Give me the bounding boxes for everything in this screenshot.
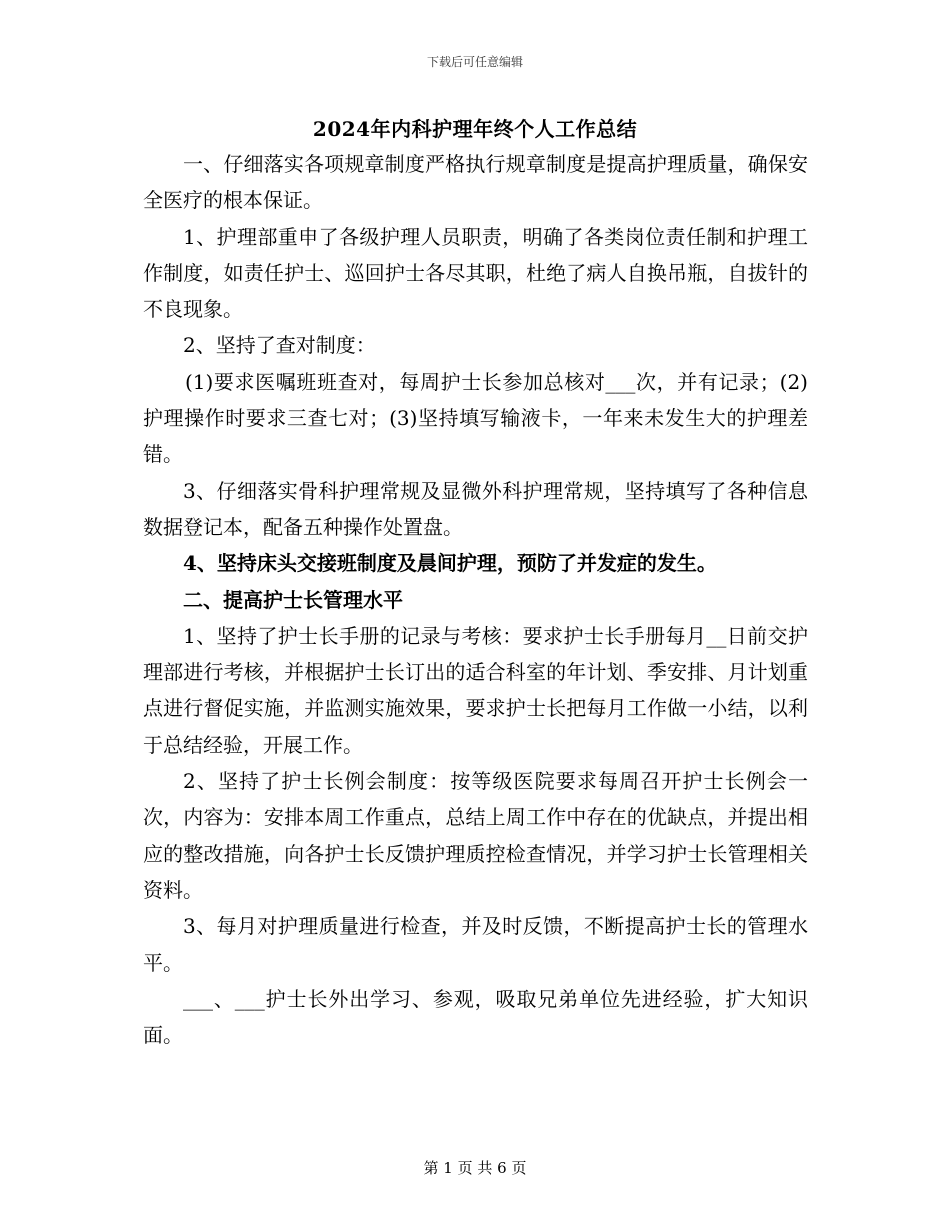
paragraph-2-2: 2、坚持了护士长例会制度：按等级医院要求每周召开护士长例会一次，内容为：安排本周工作重点，总结上周工作中存在的优缺点，并提出相应的整改措施，向各护士长反馈护理质控检查情况，并学习护士长管理相关资料。 (143, 769, 808, 902)
paragraph-1-4: 4、坚持床头交接班制度及晨间护理，预防了并发症的发生。 (183, 551, 717, 576)
section-heading-1: 一、仔细落实各项规章制度严格执行规章制度是提高护理质量，确保安全医疗的根本保证。 (143, 152, 808, 213)
paragraph-1-2: 2、坚持了查对制度： (183, 333, 376, 358)
paragraph-2-1: 1、坚持了护士长手册的记录与考核：要求护士长手册每月__日前交护理部进行考核，并根据护士长订出的适合科室的年计划、季安排、月计划重点进行督促实施，并监测实施效果，要求护士长把每月工作做一小结，以利于总结经验，开展工作。 (143, 623, 808, 757)
paragraph-1-1: 1、护理部重申了各级护理人员职责，明确了各类岗位责任制和护理工作制度，如责任护士、巡回护士各尽其职，杜绝了病人自换吊瓶，自拔针的不良现象。 (143, 224, 808, 322)
paragraph-2-4: ___、___护士长外出学习、参观，吸取兄弟单位先进经验，扩大知识面。 (143, 986, 808, 1048)
document-title: 2024年内科护理年终个人工作总结 (312, 117, 638, 141)
document-body (143, 146, 808, 1053)
section-heading-2: 二、提高护士长管理水平 (183, 587, 403, 612)
paragraph-1-2-items: (1)要求医嘱班班查对，每周护士长参加总核对___次，并有记录；(2)护理操作时要求三查七对；(3)坚持填写输液卡，一年来未发生大的护理差错。 (143, 369, 808, 467)
page-number: 第 1 页 共 6 页 (423, 1159, 527, 1177)
header-note: 下载后可任意编辑 (426, 55, 523, 69)
paragraph-1-3: 3、仔细落实骨科护理常规及显微外科护理常规，坚持填写了各种信息数据登记本，配备五种操作处置盘。 (143, 478, 808, 539)
paragraph-2-3: 3、每月对护理质量进行检查，并及时反馈，不断提高护士长的管理水平。 (143, 914, 808, 975)
